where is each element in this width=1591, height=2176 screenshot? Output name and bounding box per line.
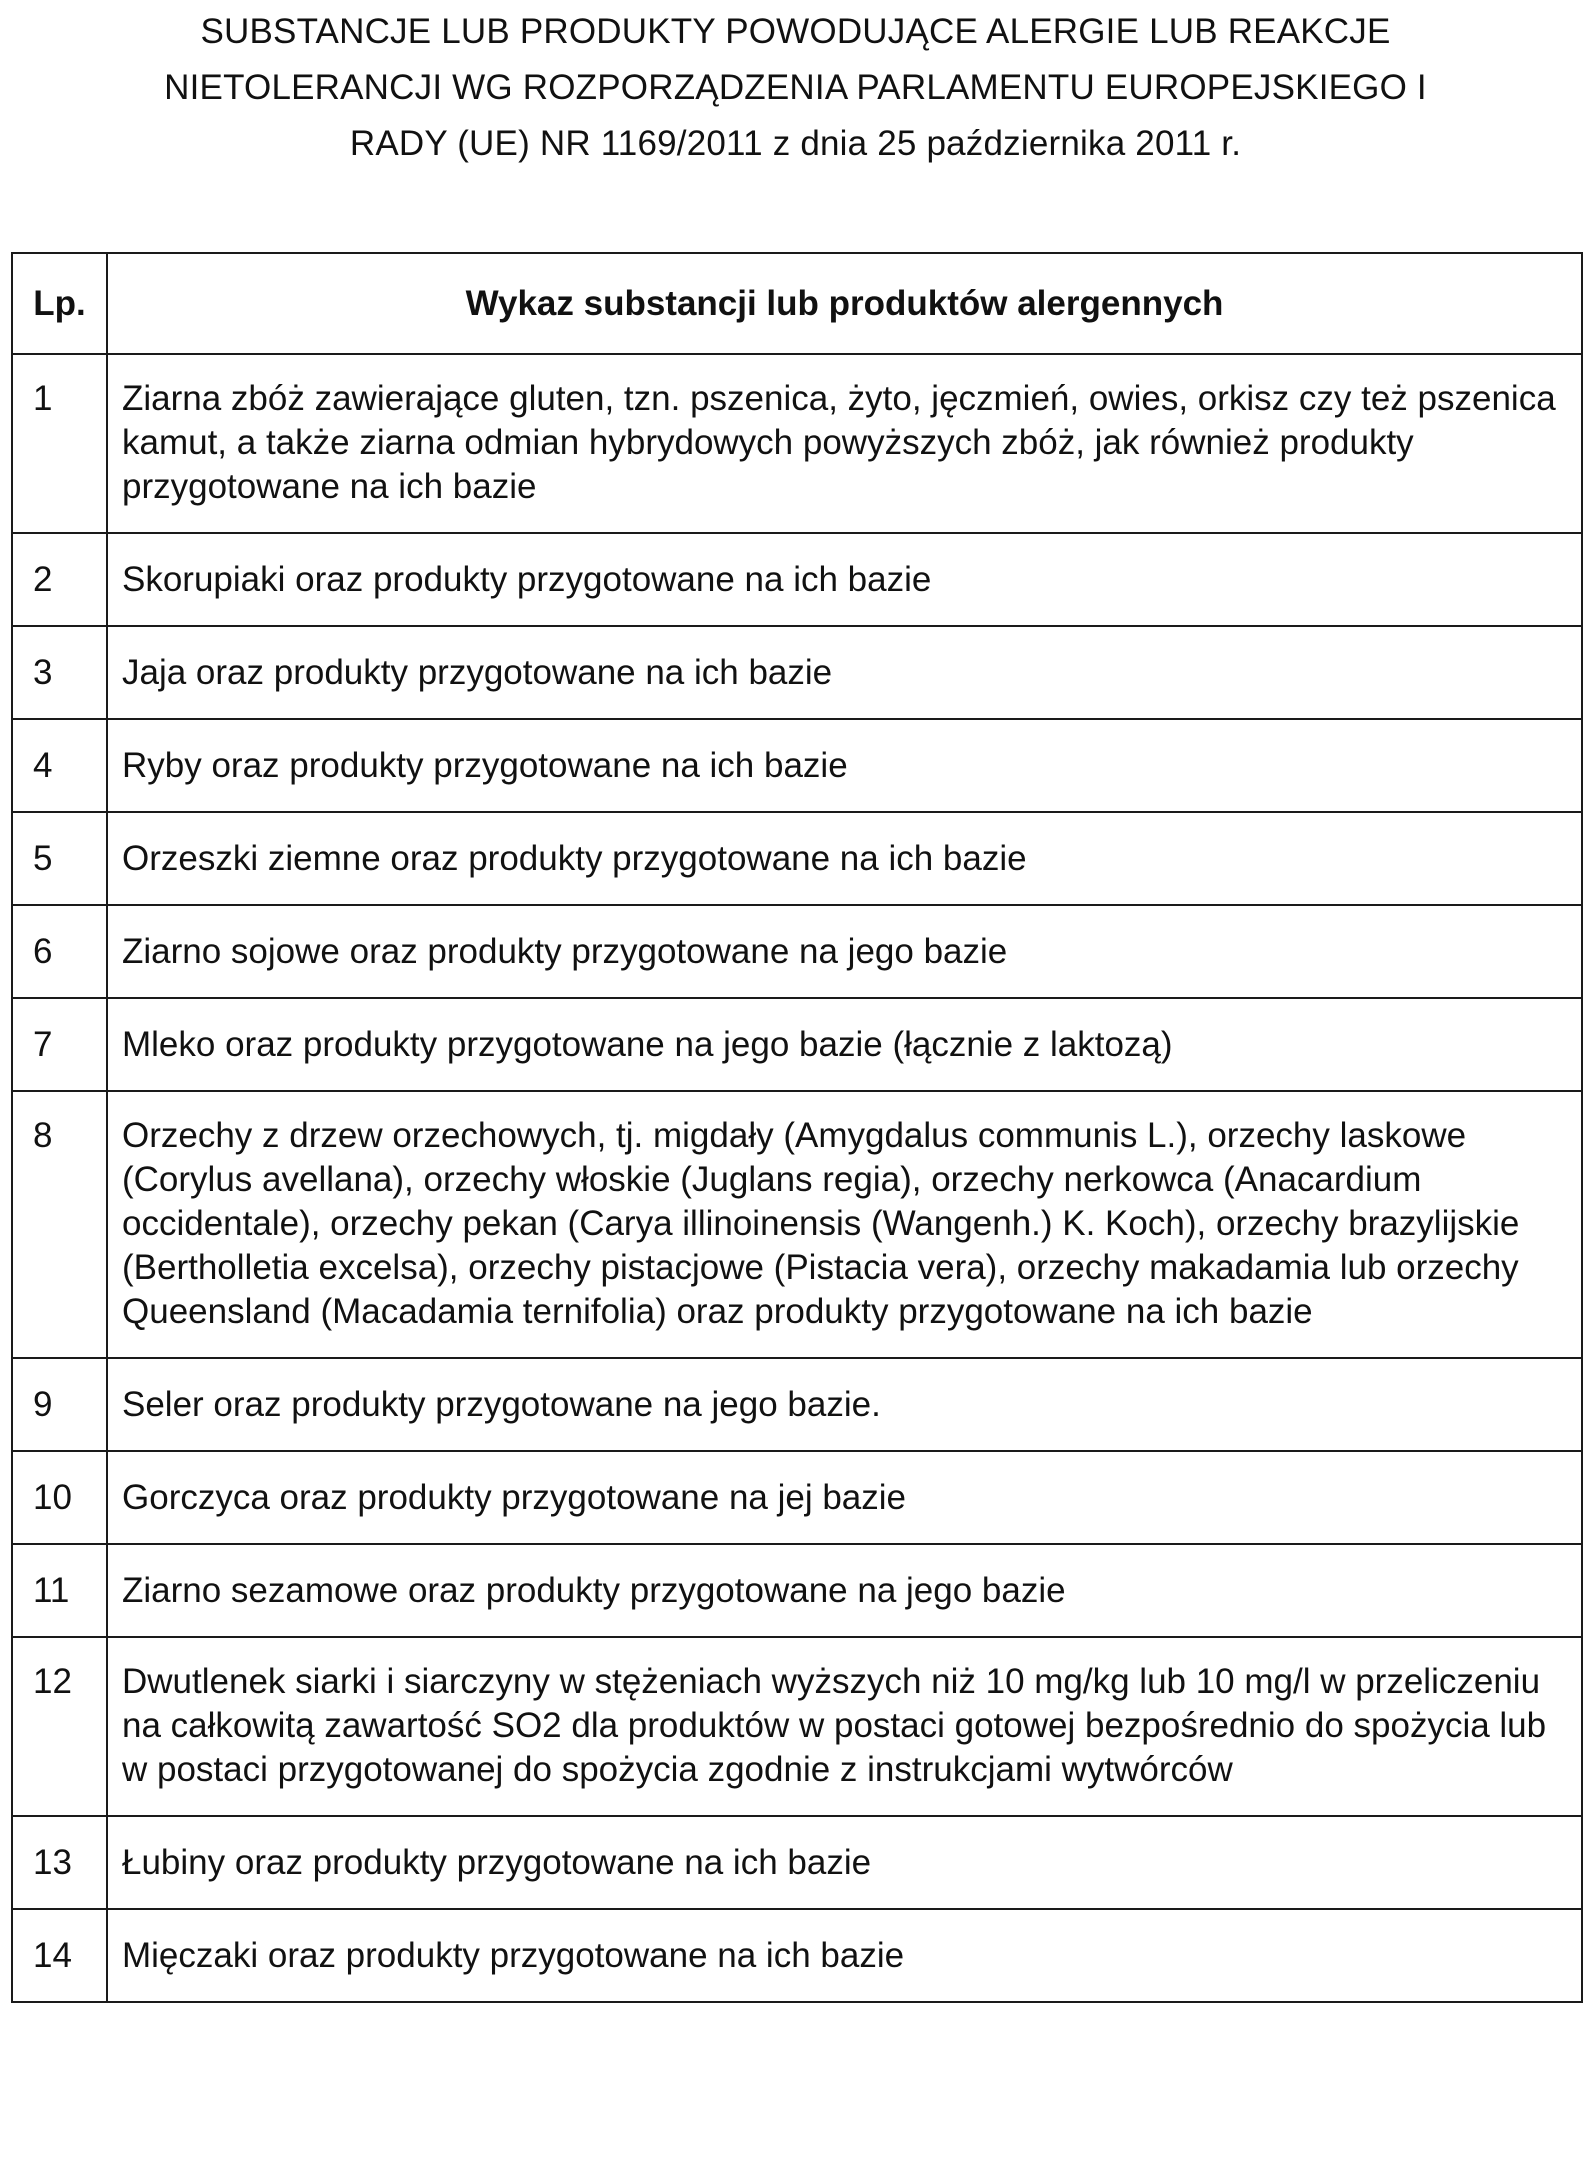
header-lp: Lp.: [12, 253, 107, 354]
row-text: Jaja oraz produkty przygotowane na ich bazie: [107, 626, 1582, 719]
table-row: [12, 1358, 1582, 1451]
table-row: [12, 1451, 1582, 1544]
row-number: 8: [12, 1091, 107, 1358]
title-line: RADY (UE) NR 1169/2011 z dnia 25 października 2011 r.: [349, 124, 1242, 163]
row-text: Ziarno sezamowe oraz produkty przygotowane na jego bazie: [107, 1544, 1582, 1637]
table-row: [12, 719, 1582, 812]
allergen-table: [11, 252, 1583, 2003]
table-header-row: [12, 253, 1582, 354]
table-row: [12, 1637, 1582, 1816]
title-line: SUBSTANCJE LUB PRODUKTY POWODUJĄCE ALERGIE LUB REAKCJE: [200, 12, 1391, 51]
row-text: Ziarno sojowe oraz produkty przygotowane na jego bazie: [107, 905, 1582, 998]
row-text: Orzeszki ziemne oraz produkty przygotowane na ich bazie: [107, 812, 1582, 905]
row-number: 1: [12, 354, 107, 533]
row-text: Mięczaki oraz produkty przygotowane na ich bazie: [107, 1909, 1582, 2002]
row-number: 12: [12, 1637, 107, 1816]
row-number: 14: [12, 1909, 107, 2002]
row-text: Orzechy z drzew orzechowych, tj. migdały (Amygdalus communis L.), orzechy laskowe (Corylus avellana), orzechy włoskie (Juglans regia), orzechy nerkowca (Anacardium occidentale), orzechy pekan (Carya illinoinensis (Wangenh.) K. Koch), orzechy brazylijskie (Bertholletia excelsa), orzechy pistacjowe (Pistacia vera), orzechy makadamia lub orzechy Queensland (Macadamia ternifolia) oraz produkty przygotowane na ich bazie: [107, 1091, 1582, 1358]
table-row: [12, 905, 1582, 998]
table-row: [12, 354, 1582, 533]
row-number: 3: [12, 626, 107, 719]
table-row: [12, 533, 1582, 626]
table-row: [12, 1091, 1582, 1358]
table-row: [12, 626, 1582, 719]
table-row: [12, 1544, 1582, 1637]
row-number: 11: [12, 1544, 107, 1637]
row-text: Dwutlenek siarki i siarczyny w stężeniach wyższych niż 10 mg/kg lub 10 mg/l w przeliczeniu na całkowitą zawartość SO2 dla produktów w postaci gotowej bezpośrednio do spożycia lub w postaci przygotowanej do spożycia zgodnie z instrukcjami wytwórców: [107, 1637, 1582, 1816]
row-number: 13: [12, 1816, 107, 1909]
row-number: 10: [12, 1451, 107, 1544]
row-number: 9: [12, 1358, 107, 1451]
row-text: Ryby oraz produkty przygotowane na ich bazie: [107, 719, 1582, 812]
header-list: Wykaz substancji lub produktów alergennych: [107, 253, 1582, 354]
row-text: Seler oraz produkty przygotowane na jego bazie.: [107, 1358, 1582, 1451]
row-text: Ziarna zbóż zawierające gluten, tzn. pszenica, żyto, jęczmień, owies, orkisz czy też pszenica kamut, a także ziarna odmian hybrydowych powyższych zbóż, jak również produkty przygotowane na ich bazie: [107, 354, 1582, 533]
row-number: 7: [12, 998, 107, 1091]
row-text: Gorczyca oraz produkty przygotowane na jej bazie: [107, 1451, 1582, 1544]
row-text: Mleko oraz produkty przygotowane na jego bazie (łącznie z laktozą): [107, 998, 1582, 1091]
row-text: Skorupiaki oraz produkty przygotowane na ich bazie: [107, 533, 1582, 626]
row-number: 4: [12, 719, 107, 812]
row-number: 2: [12, 533, 107, 626]
table-row: [12, 1909, 1582, 2002]
table-row: [12, 998, 1582, 1091]
row-number: 5: [12, 812, 107, 905]
table-row: [12, 1816, 1582, 1909]
title-line: NIETOLERANCJI WG ROZPORZĄDZENIA PARLAMENTU EUROPEJSKIEGO I: [164, 68, 1427, 107]
row-number: 6: [12, 905, 107, 998]
document-title: [0, 4, 1591, 172]
row-text: Łubiny oraz produkty przygotowane na ich bazie: [107, 1816, 1582, 1909]
table-row: [12, 812, 1582, 905]
